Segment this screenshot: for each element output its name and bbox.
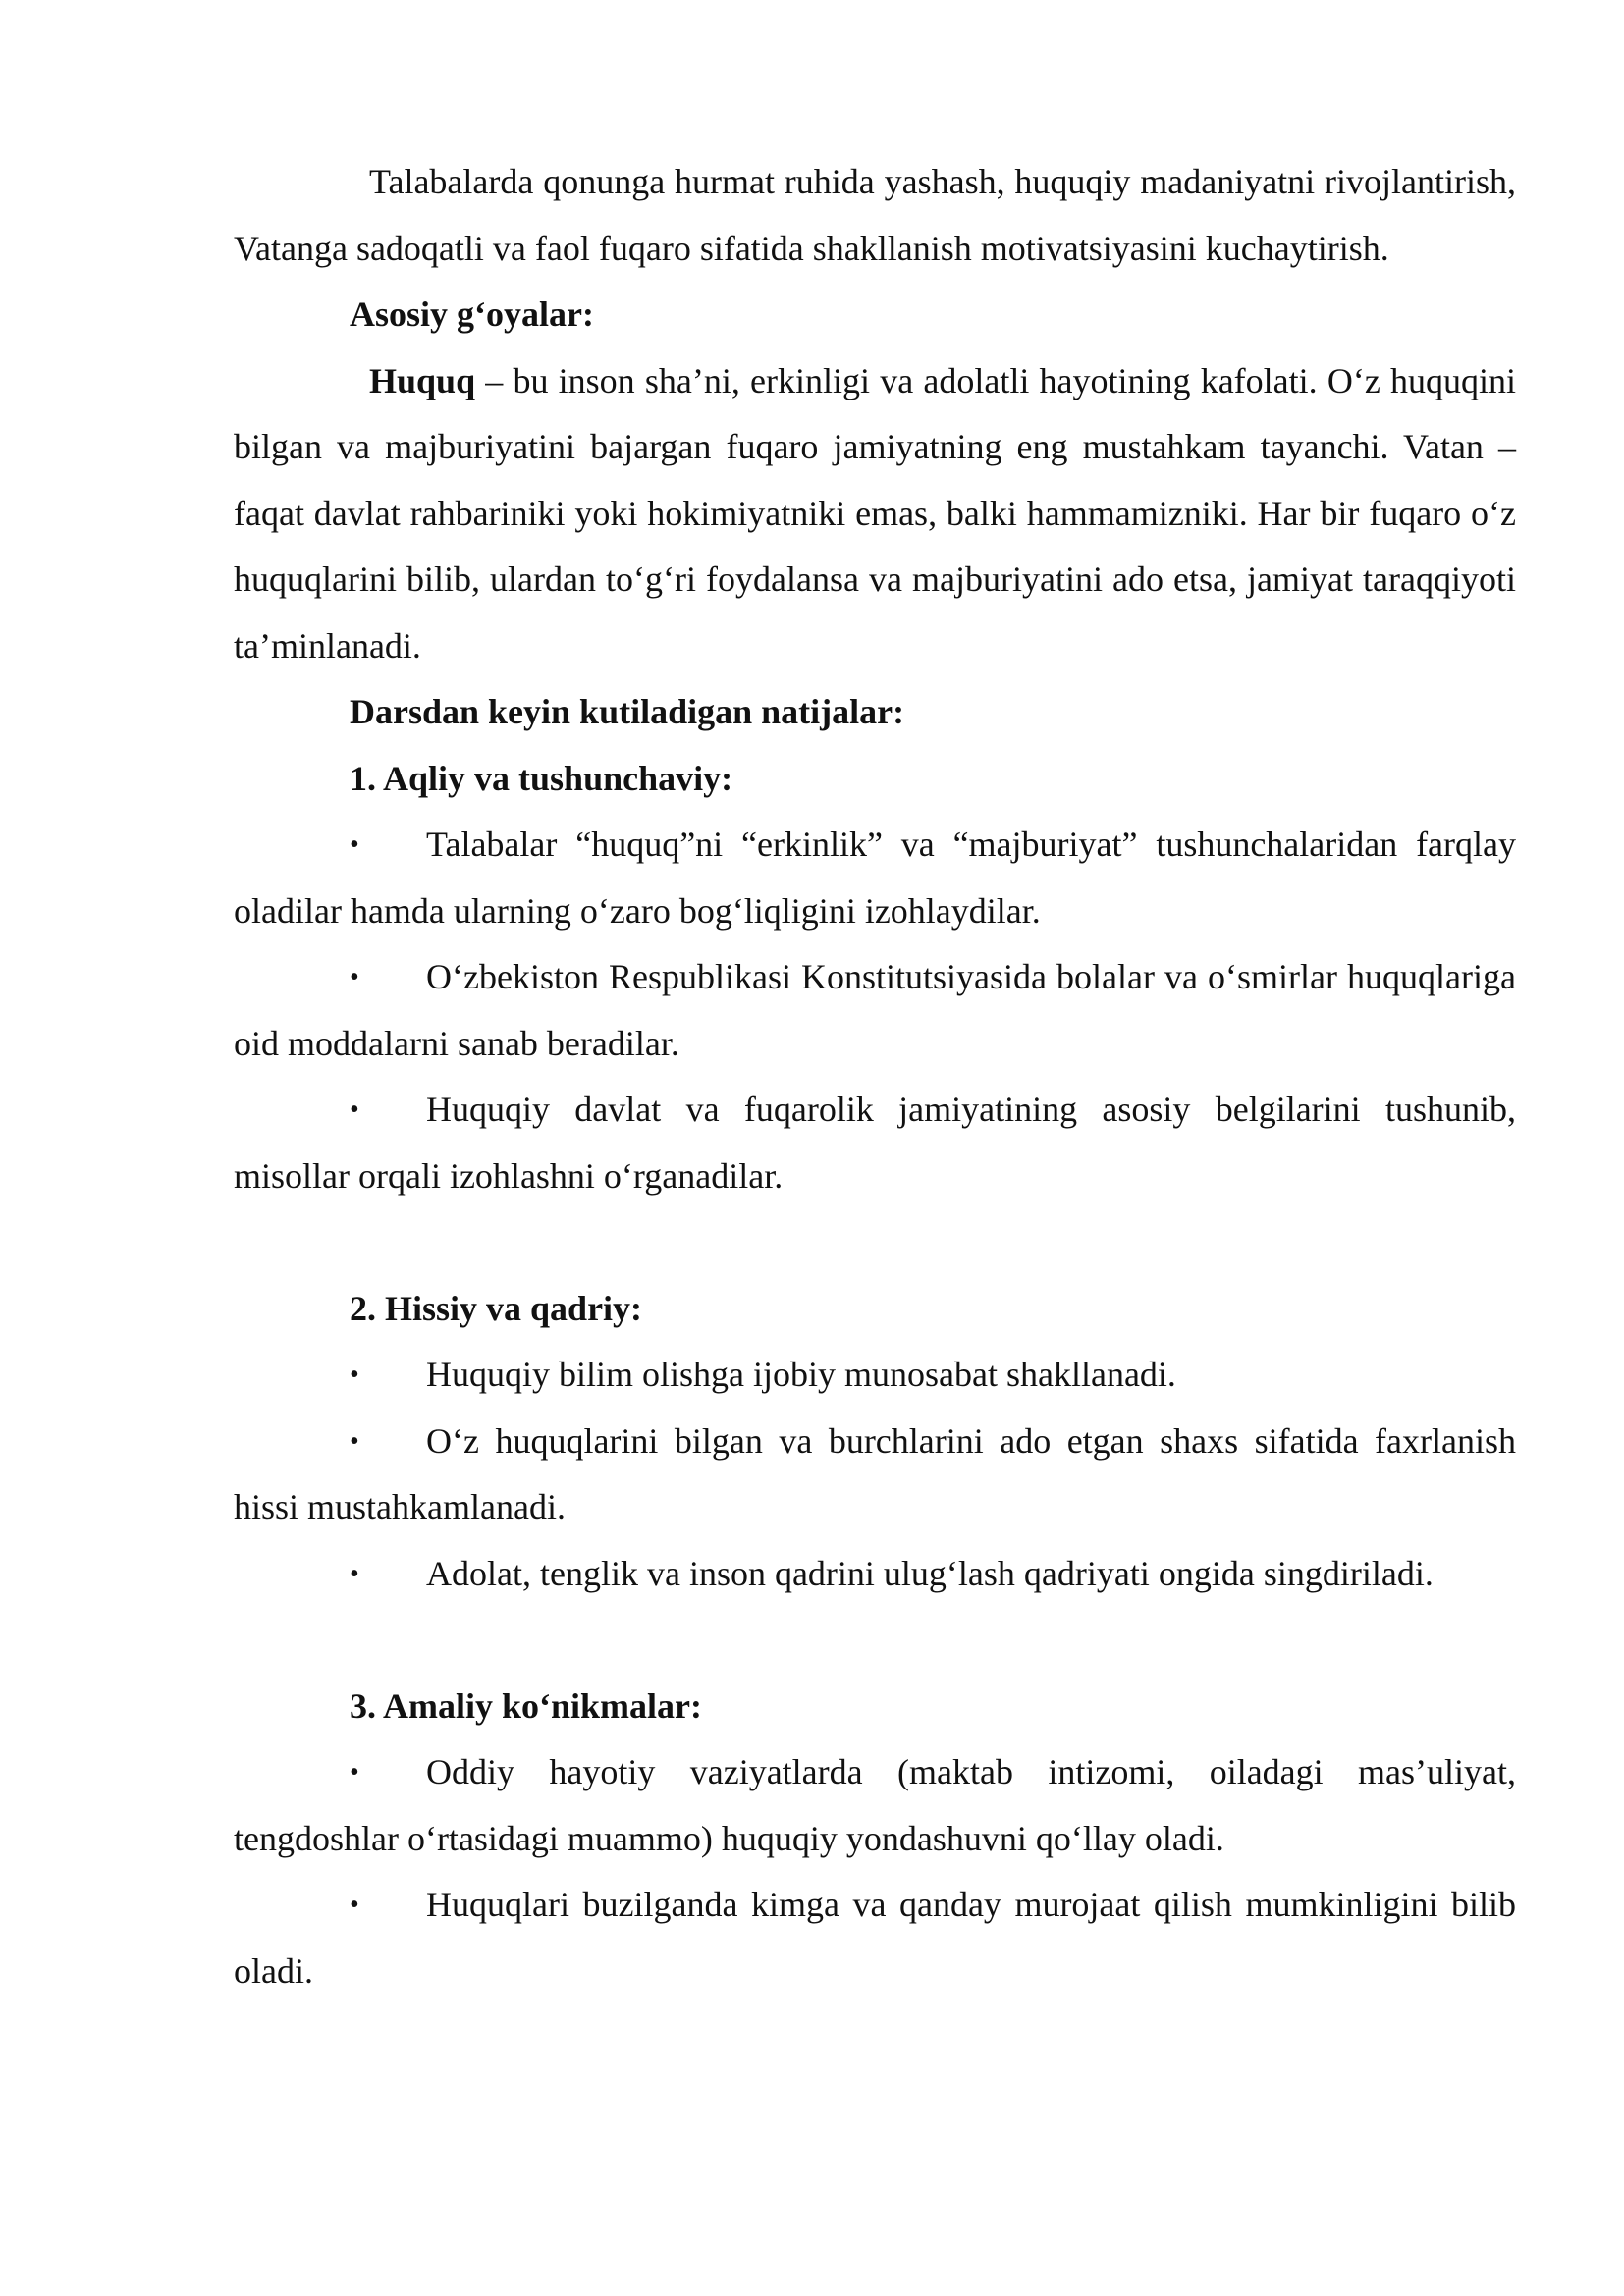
list-item (234, 1409, 1516, 1541)
document-page (234, 149, 1516, 2004)
bullet-icon: • (350, 1890, 359, 1920)
bullet-icon: • (350, 1360, 359, 1390)
bullet-icon: • (350, 1757, 359, 1788)
section-heading-intellectual: 1. Aqliy va tushunchaviy: (350, 758, 733, 798)
list-item (234, 1872, 1516, 2004)
list-item-text: Oddiy hayotiy vaziyatlarda (maktab intizomi, oiladagi mas’uliyat, tengdoshlar o‘rtasidagi muammo) huquqiy yondashuvni qo‘llay oladi. (234, 1752, 1516, 1858)
huquq-definition: – bu inson sha’ni, erkinligi va adolatli hayotining kafolati. O‘z huquqini bilgan va majburiyatini bajargan fuqaro jamiyatning eng mustahkam tayanchi. Vatan – faqat davlat rahbariniki yoki hokimiyatniki emas, balki hammamizniki. Har bir fuqaro o‘z huquqlarini bilib, ulardan to‘g‘ri foydalansa va majburiyatini ado etsa, jamiyat taraqqiyoti ta’minlanadi. (234, 360, 1516, 666)
list-item-text: Huquqiy bilim olishga ijobiy munosabat shakllanadi. (426, 1355, 1176, 1394)
spacer (234, 1607, 1516, 1674)
list-item (234, 1739, 1516, 1872)
section-heading-emotional: 2. Hissiy va qadriy: (350, 1288, 643, 1328)
list-item-text: O‘zbekiston Respublikasi Konstitutsiyasida bolalar va o‘smirlar huquqlariga oid moddalarni sanab beradilar. (234, 957, 1516, 1063)
bullet-icon: • (350, 829, 359, 860)
spacer (234, 1209, 1516, 1276)
intro-paragraph: Talabalarda qonunga hurmat ruhida yashash, huquqiy madaniyatni rivojlantirish, Vatanga sadoqatli va faol fuqaro sifatida shakllanish motivatsiyasini kuchaytirish. (234, 162, 1516, 268)
list-item (234, 1541, 1516, 1608)
bullet-icon: • (350, 1558, 359, 1589)
list-item-text: Adolat, tenglik va inson qadrini ulug‘lash qadriyati ongida singdiriladi. (426, 1553, 1434, 1593)
list-item (234, 1077, 1516, 1209)
list-item-text: Huquqlari buzilganda kimga va qanday murojaat qilish mumkinligini bilib oladi. (234, 1885, 1516, 1991)
bullet-icon: • (350, 1095, 359, 1125)
bullet-icon: • (350, 1425, 359, 1457)
list-item-text: Talabalar “huquq”ni “erkinlik” va “majburiyat” tushunchalaridan farqlay oladilar hamda ularning o‘zaro bog‘liqligini izohlaydilar. (234, 825, 1516, 931)
list-item (234, 944, 1516, 1077)
list-item-text: O‘z huquqlarini bilgan va burchlarini ado etgan shaxs sifatida faxrlanish hissi mustahkamlanadi. (234, 1420, 1516, 1526)
list-item (234, 1342, 1516, 1409)
main-ideas-heading: Asosiy g‘oyalar: (350, 294, 594, 334)
list-item (234, 812, 1516, 944)
list-item-text: Huquqiy davlat va fuqarolik jamiyatining asosiy belgilarini tushunib, misollar orqali izohlashni o‘rganadilar. (234, 1090, 1516, 1196)
huquq-paragraph (234, 348, 1516, 680)
bullet-icon: • (350, 962, 359, 992)
section-heading-practical: 3. Amaliy ko‘nikmalar: (350, 1685, 703, 1726)
results-heading: Darsdan keyin kutiladigan natijalar: (350, 692, 905, 731)
huquq-term: Huquq (369, 360, 476, 400)
